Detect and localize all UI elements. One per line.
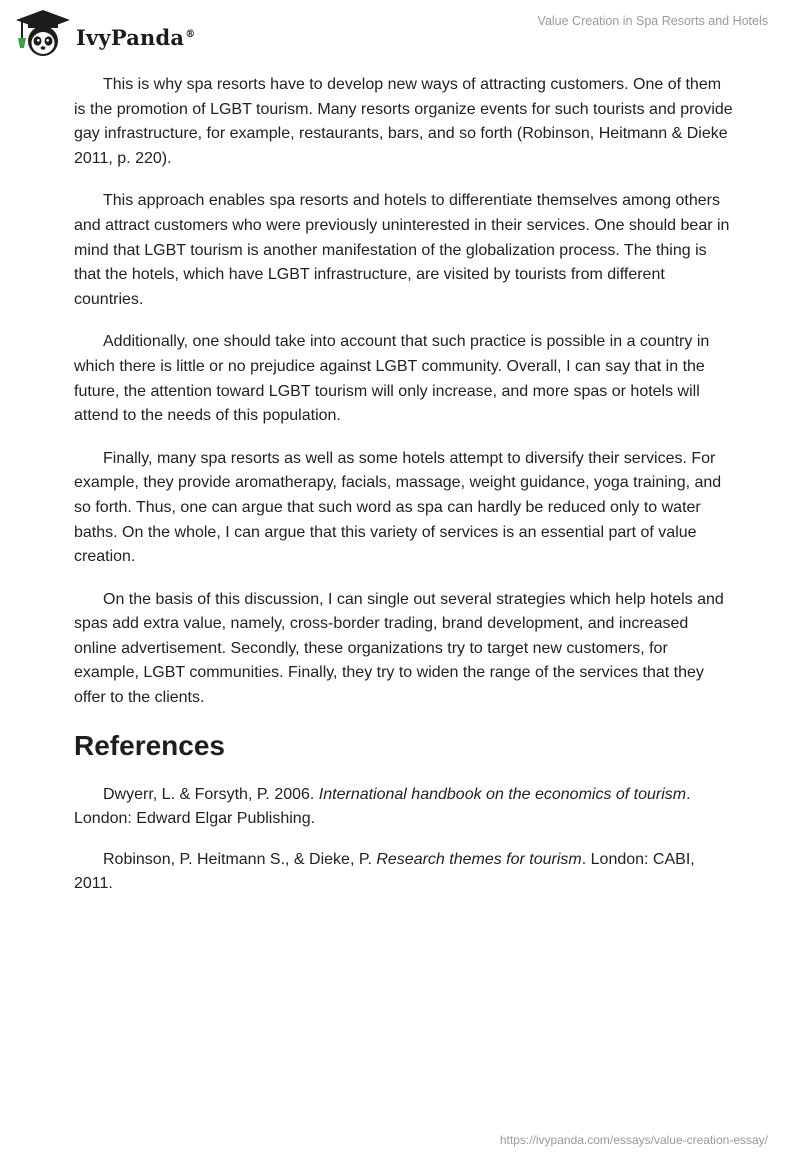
reference-title: International handbook on the economics of tourism	[318, 785, 687, 803]
body-paragraph: Finally, many spa resorts as well as some hotels attempt to diversify their services. For example, they provide aromatherapy, facials, massage, weight guidance, yoga training, and so forth. Thus, one can argue that such word as spa can hardly be reduced only to water baths. On the whole, I can argue that this variety of services is an essential part of value creation.	[74, 449, 722, 566]
brand-name: IvyPanda®	[76, 25, 196, 50]
references-heading: References	[74, 729, 225, 761]
reference-entry	[74, 848, 734, 897]
document-title: Value Creation in Spa Resorts and Hotels	[537, 14, 768, 28]
reference-publisher: . London: CABI, 2011.	[74, 850, 695, 893]
reference-entry	[74, 783, 734, 832]
reference-authors: Dwyerr, L. & Forsyth, P. 2006.	[103, 785, 319, 803]
panda-mortarboard-icon	[14, 8, 72, 58]
body-paragraph: This is why spa resorts have to develop new ways of attracting customers. One of them is the promotion of LGBT tourism. Many resorts organize events for such tourists and provide gay infrastructure, for example, restaurants, bars, and so forth (Robinson, Heitmann & Dieke 2011, p. 220).	[74, 76, 733, 167]
reference-publisher: . London: Edward Elgar Publishing.	[74, 785, 691, 828]
body-paragraph: Additionally, one should take into account that such practice is possible in a country in which there is little or no prejudice against LGBT community. Overall, I can say that in the future, the attention toward LGBT tourism will only increase, and more spas or hotels will attend to the needs of this population.	[74, 333, 710, 425]
registered-mark: ®	[185, 29, 196, 40]
reference-authors: Robinson, P. Heitmann S., & Dieke, P.	[103, 850, 377, 868]
source-url[interactable]: https://ivypanda.com/essays/value-creation-essay/	[499, 1133, 768, 1147]
reference-title: Research themes for tourism	[376, 850, 582, 868]
essay-content	[74, 73, 734, 913]
body-paragraph: This approach enables spa resorts and hotels to differentiate themselves among others and attract customers who were previously uninterested in their services. One should bear in mind that LGBT tourism is another manifestation of the globalization process. The thing is that the hotels, which have LGBT infrastructure, are visited by tourists from different countries.	[74, 192, 730, 308]
body-paragraph: On the basis of this discussion, I can single out several strategies which help hotels and spas add extra value, namely, cross-border trading, brand development, and increased online advertisement. Secondly, these organizations try to target new customers, for example, LGBT communities. Finally, they try to widen the range of the services that they offer to the clients.	[74, 590, 724, 707]
ivypanda-logo[interactable]	[14, 8, 204, 58]
page-header	[0, 0, 800, 70]
